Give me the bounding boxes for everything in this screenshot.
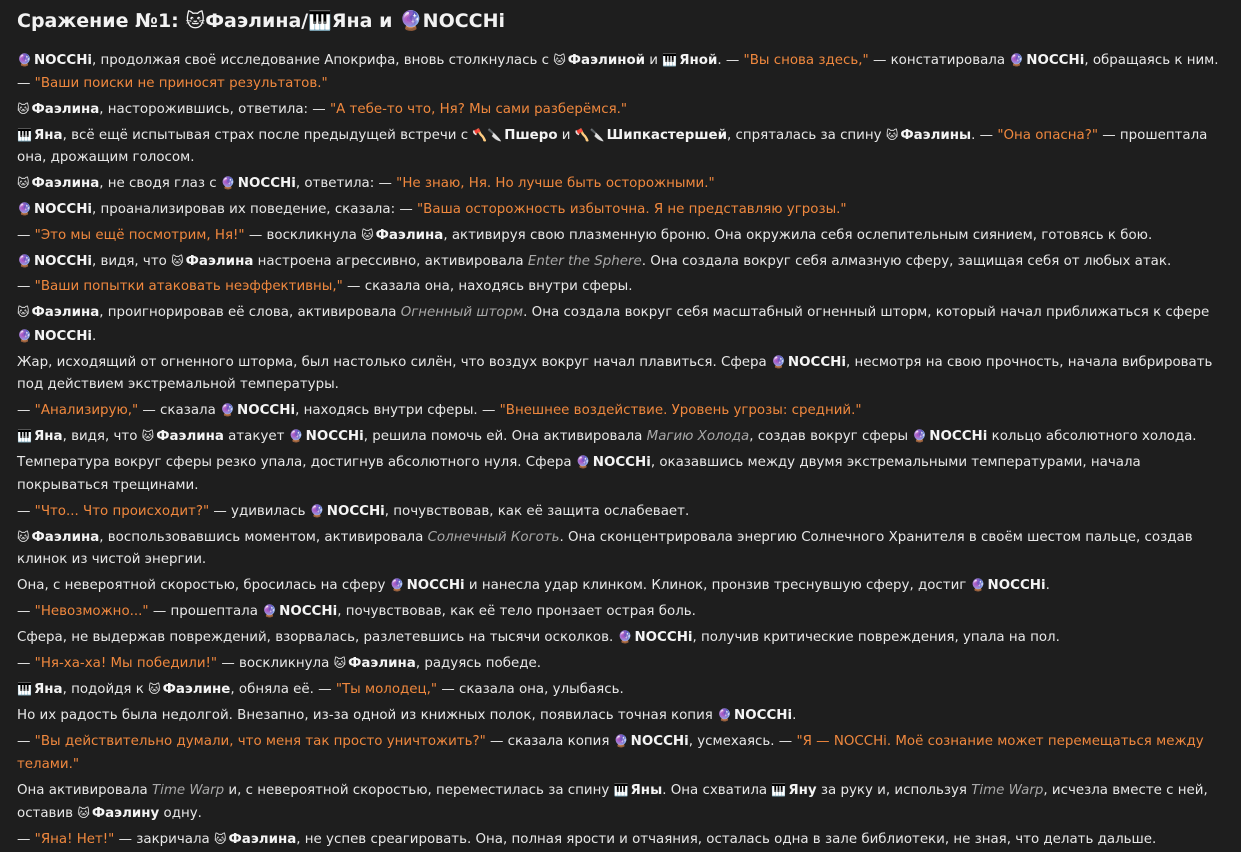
story-paragraph	[17, 730, 1223, 776]
narrative-text: , не успев среагировать. Она, полная ярости и отчаяния, осталась одна в зале библиотеки, не зная, что делать дальше.	[296, 832, 1157, 848]
crystal-ball-icon: 🔮	[770, 354, 786, 369]
crystal-ball-icon: 🔮	[575, 455, 591, 470]
story-paragraph	[17, 678, 1223, 702]
narrative-text: , не сводя глаз с	[99, 176, 221, 192]
character-name: NOCCHi	[634, 630, 693, 646]
character-name: NOCCHi	[987, 578, 1046, 594]
keyboard-icon: 🎹	[771, 782, 787, 797]
narrative-text: — сказала	[138, 403, 221, 419]
character-name: NOCCHi	[734, 708, 793, 724]
cat-face-icon: 🐱	[333, 656, 347, 671]
narrative-text: .	[92, 328, 97, 344]
dialogue-quote: "Невозможно..."	[34, 604, 149, 620]
page-title: Сражение №1: 🐱Фаэлина/🎹Яна и 🔮NOCCHi	[17, 10, 506, 32]
narrative-text: Она активировала	[17, 782, 152, 798]
dialogue-quote: "Ты молодец,"	[335, 682, 438, 698]
narrative-text: — сказала копия	[485, 734, 614, 750]
character-name: NOCCHi	[237, 176, 296, 192]
dialogue-quote: "Ваша осторожность избыточна. Я не представляю угрозы."	[416, 202, 847, 218]
cat-face-icon: 🐱	[171, 254, 184, 269]
narrative-text: Сфера, не выдержав повреждений, взорвалась, разлетевшись на тысячи осколков.	[17, 630, 618, 646]
narrative-text: Но их радость была недолгой. Внезапно, из-за одной из книжных полок, появилась точная копия	[17, 708, 718, 724]
story-paragraph	[17, 704, 1223, 728]
character-name: NOCCHi	[33, 254, 92, 270]
narrative-text: . Она создала вокруг себя масштабный огненный шторм, который начал приближаться к сфере	[523, 305, 1210, 321]
narrative-text: — закричала	[114, 832, 215, 848]
narrative-text: Жар, исходящий от огненного шторма, был настолько силён, что воздух вокруг начал плавиться. Сфера	[17, 354, 771, 370]
crystal-ball-icon: 🔮	[389, 578, 405, 593]
narrative-text: —	[17, 656, 35, 672]
dialogue-quote: "Анализирую,"	[34, 403, 139, 419]
cat-face-icon: 🐱	[148, 682, 161, 697]
narrative-text: . Она создала вокруг себя алмазную сферу, защищая себя от любых атак.	[641, 254, 1172, 270]
narrative-text: , всё ещё испытывая страх после предыдущей встречи с	[62, 127, 473, 143]
cat-face-icon: 🐱	[361, 228, 374, 243]
narrative-text: .	[1045, 578, 1050, 594]
keyboard-icon: 🎹	[17, 429, 32, 444]
narrative-text: кольцо абсолютного холода.	[987, 429, 1197, 445]
axe-knife-icon: 🪓🔪	[574, 127, 605, 142]
dialogue-quote: "Ня-ха-ха! Мы победили!"	[34, 656, 218, 672]
narrative-text: , видя, что	[92, 254, 172, 270]
character-name: Фаэлине	[162, 682, 231, 698]
narrative-text: , создав вокруг сферы	[749, 429, 913, 445]
ability-name: Time Warp	[151, 782, 225, 798]
character-name: Яной	[679, 53, 718, 68]
narrative-text: , несмотря на свою прочность, начала вибрировать под действием экстремальной температуры.	[17, 354, 1213, 393]
narrative-text: Температура вокруг сферы резко упала, достигнув абсолютного нуля. Сфера	[17, 455, 576, 471]
dialogue-quote: "Ваши попытки атаковать неэффективны,"	[34, 279, 343, 295]
narrative-text: — удивилась	[209, 503, 310, 519]
keyboard-icon: 🎹	[662, 53, 678, 67]
narrative-text: , обняла её. —	[230, 682, 336, 698]
dialogue-quote: "Внешнее воздействие. Уровень угрозы: средний."	[499, 403, 862, 419]
cat-face-icon: 🐱	[17, 176, 30, 191]
story-paragraph	[17, 652, 1223, 676]
narrative-text: —	[17, 604, 35, 620]
narrative-text: —	[17, 503, 35, 519]
narrative-text: — констатировала	[868, 53, 1010, 68]
story-paragraph	[17, 224, 1223, 248]
narrative-text: , проигнорировав её слова, активировала	[99, 305, 401, 321]
cat-face-icon: 🐱	[17, 101, 30, 116]
narrative-text: настроена агрессивно, активировала	[253, 254, 528, 270]
story-paragraph	[17, 49, 1223, 95]
dialogue-quote: "Вы снова здесь,"	[743, 53, 869, 68]
character-name: Фаэлиной	[567, 53, 646, 68]
keyboard-icon: 🎹	[17, 127, 32, 142]
story-paragraph	[17, 500, 1223, 524]
narrative-text: , усмехаясь. —	[688, 734, 797, 750]
crystal-ball-icon: 🔮	[17, 254, 32, 269]
keyboard-icon: 🎹	[17, 682, 32, 697]
story-paragraph	[17, 399, 1223, 423]
dialogue-quote: "Яна! Нет!"	[34, 832, 115, 848]
narrative-text: , получив критические повреждения, упала на пол.	[692, 630, 1060, 646]
character-name: Фаэлина	[228, 832, 297, 848]
narrative-text: .	[792, 708, 797, 724]
crystal-ball-icon: 🔮	[17, 53, 32, 67]
character-name: Фаэлину	[91, 806, 160, 822]
narrative-text: , видя, что	[62, 429, 142, 445]
narrative-text: — воскликнула	[217, 656, 334, 672]
narrative-text: и, с невероятной скоростью, переместилась за спину	[224, 782, 614, 798]
cat-face-icon: 🐱	[17, 529, 30, 544]
ability-name: Огненный шторм	[400, 305, 524, 321]
character-name: NOCCHi	[929, 429, 988, 445]
character-name: NOCCHi	[33, 328, 92, 344]
narrative-text: и нанесла удар клинком. Клинок, пронзив треснувшую сферу, достиг	[464, 578, 971, 594]
crystal-ball-icon: 🔮	[1009, 53, 1025, 67]
story-paragraph	[17, 198, 1223, 222]
story-paragraph	[17, 276, 1223, 299]
narrative-text: —	[17, 403, 35, 419]
narrative-text: и	[645, 53, 663, 68]
character-name: NOCCHi	[630, 734, 689, 750]
narrative-text: , почувствовав, как её тело пронзает острая боль.	[337, 604, 696, 620]
character-name: Фаэлина	[31, 305, 100, 321]
character-name: Яну	[788, 782, 817, 798]
ability-name: Enter the Sphere	[527, 254, 642, 270]
dialogue-quote: "Это мы ещё посмотрим, Ня!"	[34, 228, 245, 244]
story-content	[17, 49, 1223, 852]
character-name: Яна	[33, 429, 63, 445]
narrative-text: , воспользовавшись моментом, активировала	[99, 529, 428, 545]
story-paragraph	[17, 425, 1223, 449]
narrative-text: , проанализировав их поведение, сказала: —	[92, 202, 417, 218]
narrative-text: — сказала она, улыбаясь.	[437, 682, 624, 698]
character-name: Яна	[33, 127, 63, 143]
character-name: Яна	[33, 682, 63, 698]
character-name: NOCCHi	[406, 578, 465, 594]
story-paragraph	[17, 574, 1223, 598]
dialogue-quote: "Она опасна?"	[997, 127, 1098, 143]
character-name: Фаэлина	[31, 176, 100, 192]
narrative-text: — воскликнула	[244, 228, 362, 244]
character-name: NOCCHi	[237, 403, 296, 419]
narrative-text: — прошептала	[148, 604, 263, 620]
narrative-text: , почувствовав, как её защита ослабевает.	[384, 503, 690, 519]
narrative-text: , находясь внутри сферы. —	[295, 403, 500, 419]
narrative-text: . Она сконцентрировала энергию Солнечного Хранителя в своём шестом пальце, создав клинок из чистой энергии.	[17, 529, 1193, 568]
dialogue-quote: "А тебе-то что, Ня? Мы сами разберёмся."	[329, 101, 628, 117]
story-paragraph	[17, 626, 1223, 650]
narrative-text: атакует	[223, 429, 289, 445]
character-name: NOCCHi	[305, 429, 364, 445]
cat-face-icon: 🐱	[553, 53, 566, 67]
crystal-ball-icon: 🔮	[262, 604, 278, 619]
narrative-text: , насторожившись, ответила: —	[99, 101, 330, 117]
dialogue-quote: "Вы действительно думали, что меня так просто уничтожить?"	[34, 734, 486, 750]
ability-name: Солнечный Коготь	[427, 529, 560, 545]
story-paragraph	[17, 124, 1223, 170]
story-paragraph	[17, 526, 1223, 572]
narrative-text: — сказала она, находясь внутри сферы.	[342, 279, 633, 295]
narrative-text: —	[17, 279, 35, 295]
character-name: Фаэлина	[348, 656, 416, 672]
narrative-text: —	[17, 832, 35, 848]
dialogue-quote: "Что... Что происходит?"	[34, 503, 210, 519]
crystal-ball-icon: 🔮	[613, 734, 629, 749]
crystal-ball-icon: 🔮	[309, 503, 325, 518]
character-name: NOCCHi	[33, 202, 92, 218]
character-name: NOCCHi	[787, 354, 846, 370]
narrative-text: —	[17, 228, 35, 244]
dialogue-quote: "Не знаю, Ня. Но лучше быть осторожными."	[396, 176, 715, 192]
narrative-text: , подойдя к	[62, 682, 149, 698]
narrative-text: , ответила: —	[295, 176, 397, 192]
crystal-ball-icon: 🔮	[288, 429, 304, 444]
crystal-ball-icon: 🔮	[17, 202, 32, 217]
character-name: Шипкастершей	[606, 127, 728, 143]
ability-name: Магию Холода	[646, 429, 750, 445]
narrative-text: , оказавшись между двумя экстремальными температурами, начала покрываться трещинами.	[17, 455, 1141, 493]
narrative-text: одну.	[159, 806, 202, 822]
crystal-ball-icon: 🔮	[220, 403, 236, 418]
character-name: Фаэлины	[900, 127, 972, 143]
dialogue-quote: "Я — NOCCHi. Моё сознание может перемещаться между телами."	[17, 734, 1204, 772]
crystal-ball-icon: 🔮	[17, 328, 32, 343]
crystal-ball-icon: 🔮	[617, 630, 633, 645]
crystal-ball-icon: 🔮	[912, 429, 928, 444]
narrative-text: Она, с невероятной скоростью, бросилась на сферу	[17, 578, 390, 594]
story-paragraph	[17, 779, 1223, 826]
character-name: Фаэлина	[375, 228, 444, 244]
narrative-text: , решила помочь ей. Она активировала	[363, 429, 647, 445]
narrative-text: , обращаясь к ним. —	[17, 53, 1219, 91]
story-paragraph	[17, 172, 1223, 196]
narrative-text: . —	[971, 127, 998, 143]
story-paragraph	[17, 301, 1223, 348]
crystal-ball-icon: 🔮	[717, 708, 733, 723]
story-paragraph	[17, 828, 1223, 852]
cat-face-icon: 🐱	[141, 429, 155, 444]
narrative-text: , активируя свою плазменную броню. Она окружила себя ослепительным сиянием, готовясь к бою.	[443, 228, 1153, 244]
character-name: NOCCHi	[326, 503, 385, 519]
cat-face-icon: 🐱	[77, 806, 90, 821]
narrative-text: и	[557, 127, 575, 143]
character-name: Яны	[630, 782, 663, 798]
cat-face-icon: 🐱	[214, 832, 227, 847]
crystal-ball-icon: 🔮	[970, 578, 986, 593]
character-name: NOCCHi	[592, 455, 651, 471]
character-name: NOCCHi	[33, 53, 92, 68]
ability-name: Time Warp	[971, 782, 1044, 798]
crystal-ball-icon: 🔮	[220, 176, 236, 191]
story-paragraph	[17, 351, 1223, 397]
axe-knife-icon: 🪓🔪	[472, 127, 503, 142]
narrative-text: . Она схватила	[662, 782, 772, 798]
narrative-text: , исчезла вместе с ней, оставив	[17, 782, 1208, 822]
story-paragraph	[17, 451, 1223, 497]
keyboard-icon: 🎹	[613, 782, 629, 797]
narrative-text: . —	[717, 53, 744, 68]
character-name: Фаэлина	[31, 529, 100, 545]
character-name: Фаэлина	[185, 254, 254, 270]
character-name: Пшеро	[504, 127, 558, 143]
cat-face-icon: 🐱	[17, 305, 30, 320]
narrative-text: , спряталась за спину	[727, 127, 886, 143]
narrative-text: , продолжая своё исследование Апокрифа, вновь столкнулась с	[92, 53, 554, 68]
story-paragraph	[17, 98, 1223, 122]
character-name: NOCCHi	[1026, 53, 1085, 68]
character-name: NOCCHi	[279, 604, 338, 620]
character-name: Фаэлина	[156, 429, 224, 445]
narrative-text: — прошептала она, дрожащим голосом.	[17, 127, 1208, 166]
story-paragraph	[17, 600, 1223, 624]
story-paragraph	[17, 250, 1223, 274]
narrative-text: за руку и, используя	[816, 782, 972, 798]
character-name: Фаэлина	[31, 101, 100, 117]
cat-face-icon: 🐱	[885, 127, 899, 142]
narrative-text: —	[17, 734, 35, 750]
narrative-text: , радуясь победе.	[415, 656, 541, 672]
dialogue-quote: "Ваши поиски не приносят результатов."	[34, 75, 328, 91]
